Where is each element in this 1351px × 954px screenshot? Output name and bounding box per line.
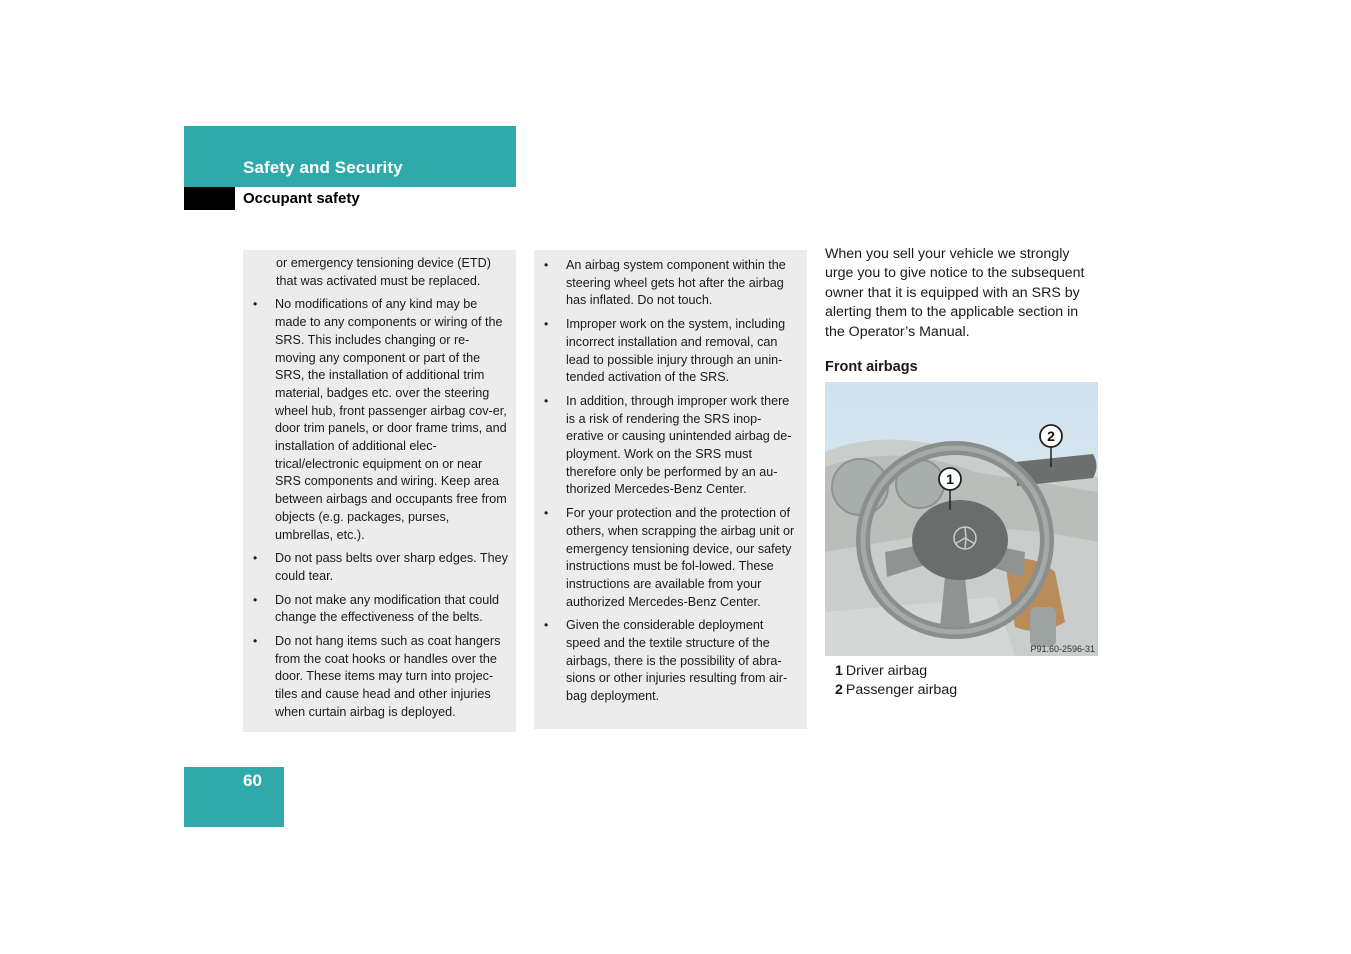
bullet-icon: • [544, 618, 549, 633]
list-item: • For your protection and the protection of others, when scrapping the airbag unit or emergency tensioning device, our safety instructions must be fol-lowed. These instructions are available from your authorized Mercedes-Benz Center. [544, 506, 795, 609]
figure-captions [825, 662, 1100, 701]
bullet-icon: • [253, 551, 258, 566]
figure-reference-code: P91.60-2596-31 [1030, 644, 1095, 655]
section-title: Safety and Security [243, 158, 403, 177]
caption-driver-airbag [825, 662, 1100, 681]
continuation-text: or emergency tensioning device (ETD) that was activated must be replaced. [276, 256, 491, 288]
warning-panel-middle [534, 250, 807, 729]
left-bullet-list [243, 296, 508, 721]
intro-paragraph: When you sell your vehicle we strongly urge you to give notice to the subsequent owner that it is equipped with an SRS by alerting them to the applicable section in the Operator’s Manual. [825, 246, 1085, 340]
caption-number: 1 [835, 663, 843, 680]
list-item: • In addition, through improper work there is a risk of rendering the SRS inop-erative or causing unintended airbag de-ployment. Work on the SRS must therefore only be performed by an au-thorized Mercedes-Benz Center. [544, 393, 792, 497]
list-item: • No modifications of any kind may be made to any components or wiring of the SRS. This includes changing or re-moving any component or part of the SRS, the installation of additional trim material, badges etc. over the steering wheel hub, front passenger airbag cov-er, door trim panels, or door frame trims, and installation of additional elec-trical/electronic equipment on or near SRS components and wiring. Keep area between airbags and occupants free from objects (e.g. packages, purses, umbrellas, etc.). [253, 297, 507, 542]
list-item: • Do not pass belts over sharp edges. They could tear. [253, 551, 508, 583]
list-item: • An airbag system component within the steering wheel gets hot after the airbag has inflated. Do not touch. [544, 258, 786, 308]
page-number-band [184, 767, 284, 827]
caption-passenger-airbag [825, 681, 1100, 700]
bullet-icon: • [253, 592, 258, 607]
middle-bullet-list [534, 257, 799, 706]
page-number: 60 [243, 771, 262, 790]
bullet-icon: • [253, 634, 258, 649]
caption-text: Passenger airbag [845, 682, 958, 699]
bullet-icon: • [544, 317, 549, 332]
bullet-icon: • [544, 258, 549, 272]
list-item: • Given the considerable deployment speed and the textile structure of the airbags, there is the possibility of abra-sions or other injuries resulting from air-bag deployment. [544, 618, 788, 704]
subsection-marker [184, 187, 235, 210]
callout-2-label: 2 [1047, 428, 1055, 445]
section-heading: Front airbags [825, 359, 918, 376]
bullet-icon: • [253, 297, 258, 312]
right-column [825, 245, 1100, 701]
list-item: • Do not hang items such as coat hangers from the coat hooks or handles over the door. These items may turn into projec-tiles and cause head and other injuries when curtain airbag is deployed. [253, 634, 501, 719]
steering-wheel-illustration [825, 382, 1098, 656]
bullet-icon: • [544, 393, 549, 408]
caption-text: Driver airbag [845, 663, 928, 680]
callout-1-label: 1 [946, 471, 954, 488]
list-item: • Do not make any modification that could change the effectiveness of the belts. [253, 592, 500, 625]
airbag-figure [825, 382, 1098, 656]
caption-number: 2 [835, 682, 843, 699]
list-item: • Improper work on the system, including incorrect installation and removal, can lead to possible injury through an unin-tended activation of the SRS. [544, 317, 786, 385]
warning-panel-left [243, 250, 516, 732]
bullet-icon: • [544, 506, 549, 521]
subsection-title: Occupant safety [243, 190, 360, 207]
